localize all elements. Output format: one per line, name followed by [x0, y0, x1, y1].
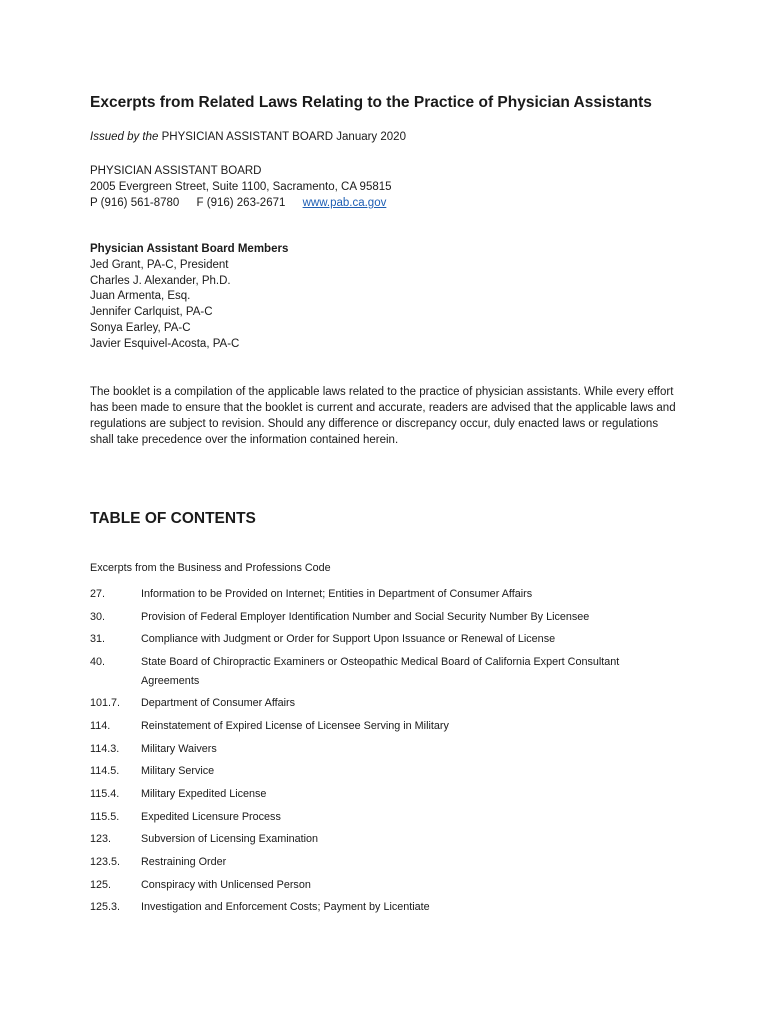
member-name: Jed Grant, PA-C, President — [90, 258, 229, 271]
members-heading: Physician Assistant Board Members — [90, 243, 289, 255]
toc-entry-number: 115.4. — [90, 788, 120, 800]
phone-number: P (916) 561-8780 — [90, 197, 180, 209]
toc-section-title: Excerpts from the Business and Professions Code — [90, 562, 331, 574]
toc-entry-number: 30. — [90, 610, 106, 623]
toc-entry — [90, 808, 650, 827]
toc-entry-number: 114.5. — [90, 765, 120, 778]
toc-entry-text: Investigation and Enforcement Costs; Payment by Licentiate — [141, 901, 430, 914]
toc-entry-number: 114. — [90, 719, 111, 732]
board-address-block — [90, 163, 400, 211]
member-name: Sonya Earley, PA-C — [90, 321, 191, 334]
toc-entry-number: 40. — [90, 656, 106, 669]
toc-entry-text: State Board of Chiropractic Examiners or Osteopathic Medical Board of California Expert Consultant Agreements — [141, 656, 620, 687]
issued-prefix: Issued by the — [90, 131, 159, 143]
toc-entry — [90, 694, 650, 713]
toc-entry-text: Military Expedited License — [141, 788, 267, 800]
document-title: Excerpts from Related Laws Relating to the Practice of Physician Assistants — [90, 94, 652, 111]
board-name: PHYSICIAN ASSISTANT BOARD — [90, 165, 262, 177]
member-name: Jennifer Carlquist, PA-C — [90, 306, 213, 319]
toc-entry-number: 27. — [90, 588, 106, 600]
toc-entry-text: Restraining Order — [141, 856, 227, 869]
toc-entry-number: 101.7. — [90, 697, 121, 710]
toc-entry-number: 31. — [90, 633, 106, 646]
toc-entry-text: Subversion of Licensing Examination — [141, 833, 319, 846]
toc-entry — [90, 762, 650, 781]
toc-list — [90, 585, 650, 921]
issued-line — [90, 131, 406, 143]
toc-entry — [90, 630, 650, 649]
disclaimer-paragraph: The booklet is a compilation of the applicable laws related to the practice of physician assistants. While every effort has been made to ensure that the booklet is current and accurate, readers are advised that the applicable laws and regulations are subject to revision. Should any difference or discrepancy occur, duly enacted laws or regulations shall take precedence over the information contained herein. — [90, 386, 676, 446]
member-name: Juan Armenta, Esq. — [90, 290, 191, 303]
toc-entry — [90, 740, 650, 759]
issued-rest: PHYSICIAN ASSISTANT BOARD January 2020 — [158, 131, 406, 143]
toc-entry-text: Information to be Provided on Internet; Entities in Department of Consumer Affairs — [141, 588, 533, 600]
toc-entry — [90, 608, 650, 627]
toc-entry-text: Compliance with Judgment or Order for Support Upon Issuance or Renewal of License — [141, 633, 556, 646]
toc-entry-number: 125. — [90, 878, 112, 891]
toc-entry-text: Provision of Federal Employer Identification Number and Social Security Number By Licensee — [141, 610, 590, 623]
toc-entry-text: Military Waivers — [141, 742, 217, 755]
toc-entry-text: Expedited Licensure Process — [141, 810, 281, 823]
toc-entry-number: 123.5. — [90, 856, 121, 869]
contact-line — [90, 195, 400, 211]
street-address: 2005 Evergreen Street, Suite 1100, Sacramento, CA 95815 — [90, 181, 392, 193]
website-link[interactable]: www.pab.ca.gov — [302, 197, 387, 209]
toc-entry-number: 123. — [90, 833, 112, 846]
toc-entry-number: 115.5. — [90, 810, 120, 823]
toc-entry-number: 125.3. — [90, 901, 121, 914]
toc-entry — [90, 853, 650, 872]
toc-entry — [90, 653, 650, 690]
toc-entry — [90, 585, 650, 604]
member-name: Javier Esquivel-Acosta, PA-C — [90, 337, 240, 350]
toc-entry — [90, 717, 650, 736]
toc-entry — [90, 898, 650, 917]
toc-entry — [90, 876, 650, 895]
board-members — [90, 242, 288, 353]
toc-entry — [90, 785, 650, 804]
toc-heading: TABLE OF CONTENTS — [90, 510, 256, 527]
fax-number: F (916) 263-2671 — [196, 197, 286, 209]
toc-entry-text: Reinstatement of Expired License of Licensee Serving in Military — [141, 719, 449, 732]
toc-entry-text: Conspiracy with Unlicensed Person — [141, 878, 311, 891]
toc-entry — [90, 830, 650, 849]
member-name: Charles J. Alexander, Ph.D. — [90, 274, 231, 287]
toc-entry-number: 114.3. — [90, 742, 120, 755]
toc-entry-text: Department of Consumer Affairs — [141, 697, 296, 710]
toc-entry-text: Military Service — [141, 765, 215, 778]
